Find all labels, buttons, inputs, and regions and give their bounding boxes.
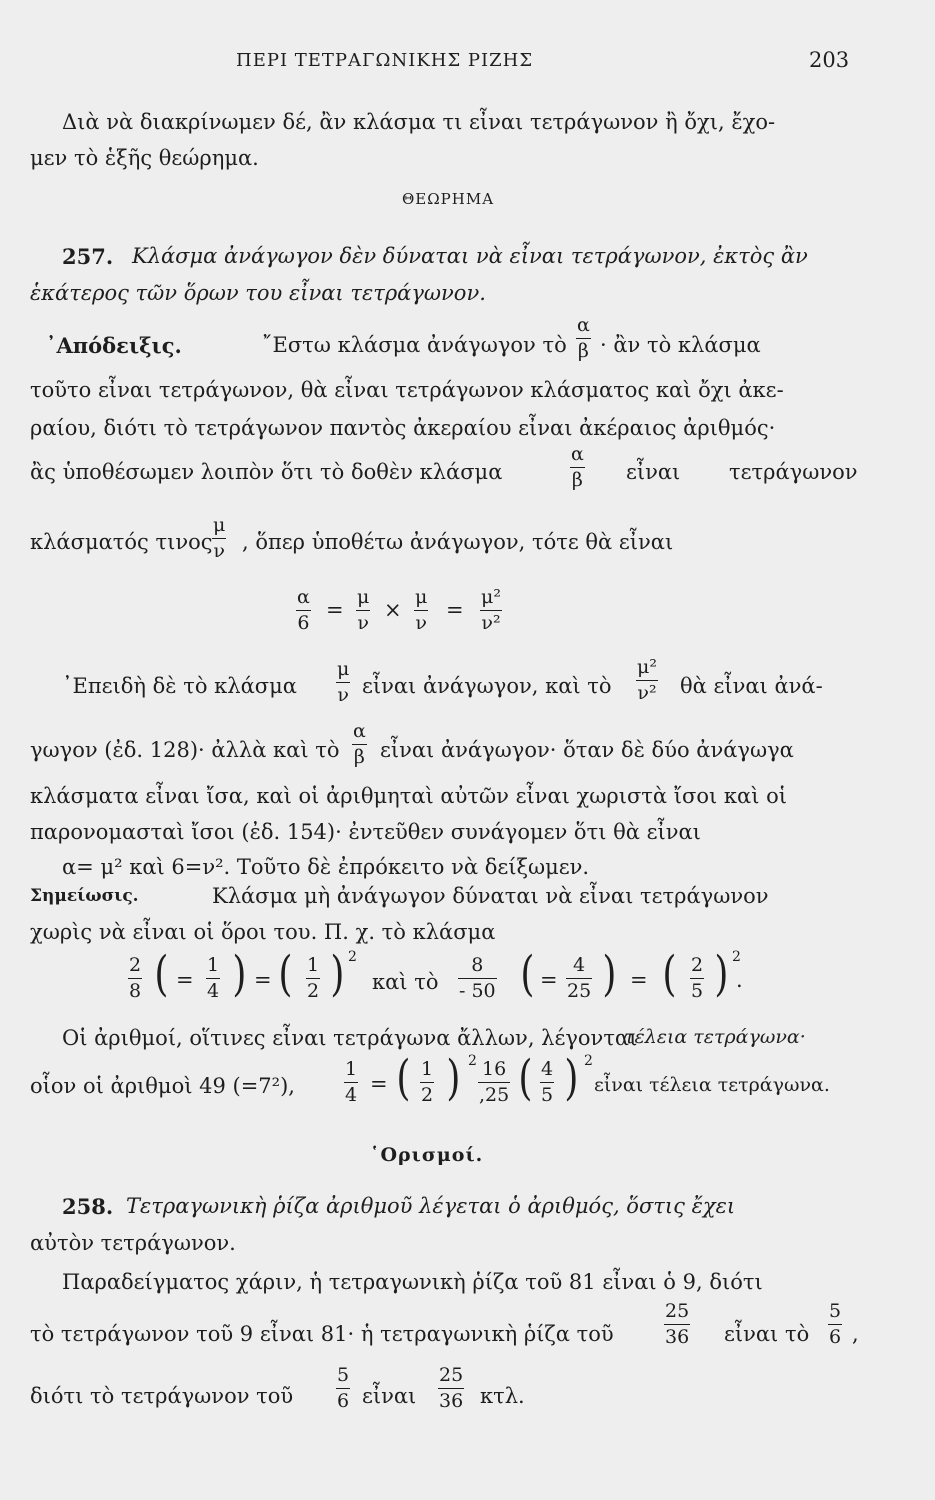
proof-text: τοῦτο εἶναι τετράγωνον, θὰ εἶναι τετράγωνον κλάσματος καὶ ὄχι ἀκε- <box>30 378 784 402</box>
fraction-alpha-beta: α β <box>571 443 584 491</box>
proof-text: εἶναι <box>626 460 681 484</box>
period: . <box>736 968 743 992</box>
fraction-alpha-beta: α β <box>353 720 366 768</box>
perfect-squares-text: οἷον οἱ ἀριθμοὶ 49 (=7²), <box>30 1074 295 1098</box>
fraction-1-2: 1 2 <box>421 1058 434 1106</box>
theorem-text: Κλάσμα ἀνάγωγον δὲν δύναται νὰ εἶναι τετράγωνον, ἐκτὸς ἂν <box>132 244 808 268</box>
theorem-text: ἑκάτερος τῶν ὅρων του εἶναι τετράγωνον. <box>30 281 486 305</box>
theorem-heading: ΘΕΩΡΗΜΑ <box>402 190 495 208</box>
proof-text: ἂς ὑποθέσωμεν λοιπὸν ὅτι τὸ δοθὲν κλάσμα <box>30 460 503 484</box>
fraction-2-8: 2 8 <box>129 954 142 1002</box>
proof-text: κλάσματα εἶναι ἴσα, καὶ οἱ ἀριθμηταὶ αὐτῶν εἶναι χωριστὰ ἴσοι καὶ οἱ <box>30 784 787 808</box>
section-number: 258. <box>62 1194 114 1219</box>
perfect-squares-text: εἶναι τέλεια τετράγωνα. <box>594 1074 830 1096</box>
example-text: τὸ τετράγωνον τοῦ 9 εἶναι 81· ἡ τετραγωνικὴ ῥίζα τοῦ <box>30 1322 614 1346</box>
fraction-mu-nu: μ ν <box>213 514 226 562</box>
comma: , <box>852 1322 859 1346</box>
example-text: διότι τὸ τετράγωνον τοῦ <box>30 1384 294 1408</box>
fraction-mu2-nu2: μ² ν² <box>481 586 501 634</box>
left-paren: ( <box>278 946 293 1002</box>
equals-sign: = <box>370 1072 388 1096</box>
fraction-4-25: 4 25 <box>567 954 592 1002</box>
perfect-squares-term: τέλεια τετράγωνα· <box>624 1026 806 1048</box>
fraction-5-6: 5 6 <box>829 1300 842 1348</box>
note-text: καὶ τὸ <box>372 970 439 994</box>
equals-sign: = <box>326 598 344 622</box>
proof-text: εἶναι ἀνάγωγον· ὅταν δὲ δύο ἀνάγωγα <box>380 738 794 762</box>
section-number: 257. <box>62 244 114 269</box>
left-paren: ( <box>154 946 169 1002</box>
exponent: 2 <box>468 1053 477 1069</box>
note-text: Κλάσμα μὴ ἀνάγωγον δύναται νὰ εἶναι τετράγωνον <box>212 884 769 908</box>
left-paren: ( <box>520 946 535 1002</box>
right-paren: ) <box>232 946 247 1002</box>
page-number: 203 <box>809 48 850 72</box>
proof-label: ᾿Απόδειξις. <box>46 333 182 358</box>
fraction-2-5: 2 5 <box>691 954 704 1002</box>
fraction-5-6: 5 6 <box>337 1364 350 1412</box>
equals-sign: = <box>254 968 272 992</box>
proof-text: · ἂν τὸ κλάσμα <box>600 333 761 357</box>
example-text: εἶναι τὸ <box>724 1322 810 1346</box>
fraction-8-50: 8 - 50 <box>459 954 496 1002</box>
fraction-alpha-beta: α β <box>577 314 590 362</box>
times-sign: × <box>384 598 402 622</box>
fraction-25-36: 25 36 <box>439 1364 464 1412</box>
exponent: 2 <box>584 1053 593 1069</box>
perfect-squares-text: Οἱ ἀριθμοί, οἵτινες εἶναι τετράγωνα ἄλλων, λέγονται <box>62 1026 638 1050</box>
intro-line: μεν τὸ ἑξῆς θεώρημα. <box>30 146 259 170</box>
proof-text: , ὅπερ ὑποθέτω ἀνάγωγον, τότε θὰ εἶναι <box>242 530 674 554</box>
right-paren: ) <box>330 946 345 1002</box>
example-text: κτλ. <box>480 1384 525 1408</box>
fraction-alpha-beta: α 6 <box>297 586 310 634</box>
fraction-4-5: 4 5 <box>541 1058 554 1106</box>
proof-text: γωγον (ἐδ. 128)· ἀλλὰ καὶ τὸ <box>30 738 340 762</box>
proof-text: τετράγωνον <box>729 460 858 484</box>
proof-text: ραίου, διότι τὸ τετράγωνον παντὸς ἀκεραίου εἶναι ἀκέραιος ἀριθμός· <box>30 416 776 440</box>
right-paren: ) <box>446 1050 461 1106</box>
fraction-1-4: 1 4 <box>345 1058 358 1106</box>
proof-text: α= μ² καὶ 6=ν². Τοῦτο δὲ ἐπρόκειτο νὰ δείξωμεν. <box>62 855 590 879</box>
definitions-heading: ῾Ορισμοί. <box>370 1144 484 1166</box>
fraction-1-4: 1 4 <box>207 954 220 1002</box>
proof-text: εἶναι ἀνάγωγον, καὶ τὸ <box>362 674 612 698</box>
fraction-mu-nu: μ ν <box>357 586 370 634</box>
left-paren: ( <box>662 946 677 1002</box>
fraction-25-36: 25 36 <box>665 1300 690 1348</box>
fraction-mu-nu: μ ν <box>415 586 428 634</box>
fraction-16-25: 16 ,25 <box>479 1058 510 1106</box>
note-text: χωρὶς νὰ εἶναι οἱ ὅροι του. Π. χ. τὸ κλάσμα <box>30 920 496 944</box>
proof-text: κλάσματός τινος <box>30 530 213 554</box>
exponent: 2 <box>348 949 357 965</box>
proof-text: ᾿Επειδὴ δὲ τὸ κλάσμα <box>62 674 297 698</box>
definition-text: αὐτὸν τετράγωνον. <box>30 1231 236 1255</box>
example-text: εἶναι <box>362 1384 417 1408</box>
equals-sign: = <box>446 598 464 622</box>
right-paren: ) <box>602 946 617 1002</box>
running-header: ΠΕΡΙ ΤΕΤΡΑΓΩΝΙΚΗΣ ΡΙΖΗΣ <box>236 50 534 71</box>
equals-sign: = <box>630 968 648 992</box>
left-paren: ( <box>396 1050 411 1106</box>
left-paren: ( <box>518 1050 533 1106</box>
equals-sign: = <box>176 968 194 992</box>
fraction-mu-nu: μ ν <box>337 658 350 706</box>
exponent: 2 <box>732 949 741 965</box>
fraction-mu2-nu2: μ² ν² <box>637 656 657 704</box>
definition-term: Τετραγωνικὴ ῥίζα ἀριθμοῦ λέγεται ὁ ἀριθμός, ὅστις ἔχει <box>126 1194 736 1218</box>
example-text: Παραδείγματος χάριν, ἡ τετραγωνικὴ ῥίζα τοῦ 81 εἶναι ὁ 9, διότι <box>62 1270 763 1294</box>
proof-text: ῎Εστω κλάσμα ἀνάγωγον τὸ <box>262 333 567 357</box>
equals-sign: = <box>540 968 558 992</box>
fraction-1-2: 1 2 <box>307 954 320 1002</box>
intro-line: Διὰ νὰ διακρίνωμεν δέ, ἂν κλάσμα τι εἶναι τετράγωνον ἢ ὄχι, ἔχο- <box>62 110 776 134</box>
right-paren: ) <box>714 946 729 1002</box>
proof-text: παρονομασταὶ ἴσοι (ἐδ. 154)· ἐντεῦθεν συνάγομεν ὅτι θὰ εἶναι <box>30 820 701 844</box>
right-paren: ) <box>564 1050 579 1106</box>
note-label: Σημείωσις. <box>30 886 139 906</box>
proof-text: θὰ εἶναι ἀνά- <box>680 674 823 698</box>
